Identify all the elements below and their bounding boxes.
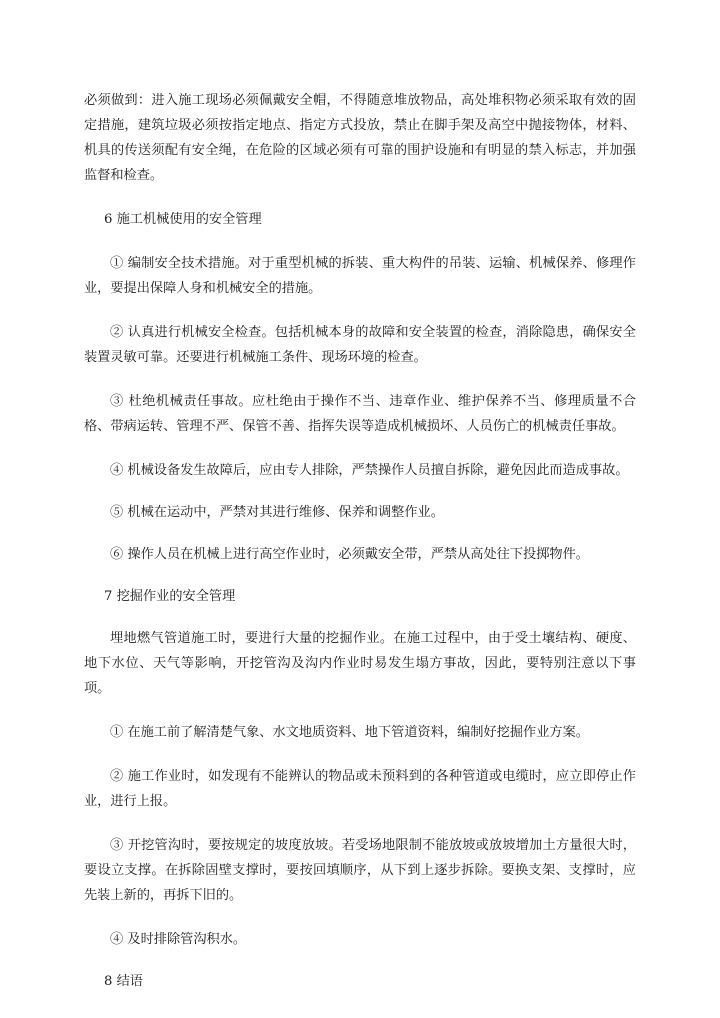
section-7-heading: 7 挖掘作业的安全管理 [104,589,236,604]
intro-paragraph: 必须做到：进入施工现场必须佩戴安全帽，不得随意堆放物品，高处堆积物必须采取有效的固定措施，建筑垃圾必须按指定地点、指定方式投放，禁止在脚手架及高空中抛接物体，材料、机具的传送须配有安全绳，在危险的区域必须有可靠的围护设施和有明显的禁入标志，并加强监督和检查。 [84,93,636,183]
section-7-item-3: ③ 开挖管沟时，要按规定的坡度放坡。若受场地限制不能放坡或放坡增加土方量很大时，要设立支撑。在拆除固壁支撑时，要按回填顺序，从下到上逐步拆除。要换支架、支撑时，应先装上新的，再拆下旧的。 [84,838,636,903]
section-6-item-1: ① 编制安全技术措施。对于重型机械的拆装、重大构件的吊装、运输、机械保养、修理作业，要提出保障人身和机械安全的措施。 [84,256,636,296]
section-6-item-3: ③ 杜绝机械责任事故。应杜绝由于操作不当、违章作业、维护保养不当、修理质量不合格、带病运转、管理不严、保管不善、指挥失误等造成机械损坏、人员伤亡的机械责任事故。 [84,394,636,434]
section-6-item-2: ② 认真进行机械安全检查。包括机械本身的故障和安全装置的检查，消除隐患，确保安全装置灵敏可靠。还要进行机械施工条件、现场环境的检查。 [84,325,636,365]
section-8-heading: 8 结语 [104,974,143,989]
section-7-item-1: ① 在施工前了解清楚气象、水文地质资料、地下管道资料，编制好挖掘作业方案。 [110,725,589,740]
section-6-item-6: ⑥ 操作人员在机械上进行高空作业时，必须戴安全带，严禁从高处往下投掷物件。 [110,547,589,562]
section-6-item-5: ⑤ 机械在运动中，严禁对其进行维修、保养和调整作业。 [110,505,444,520]
section-7-item-2: ② 施工作业时，如发现有不能辨认的物品或未预料到的各种管道或电缆时，应立即停止作业，进行上报。 [84,769,636,809]
section-6-heading: 6 施工机械使用的安全管理 [104,212,262,227]
section-7-intro: 埋地燃气管道施工时，要进行大量的挖掘作业。在施工过程中，由于受土壤结构、硬度、地下水位、天气等影响，开挖管沟及沟内作业时易发生塌方事故，因此，要特别注意以下事项。 [84,631,636,696]
section-6-item-4: ④ 机械设备发生故障后，应由专人排除，严禁操作人员擅自拆除，避免因此而造成事故。 [110,463,629,478]
section-7-item-4: ④ 及时排除管沟积水。 [110,932,247,947]
